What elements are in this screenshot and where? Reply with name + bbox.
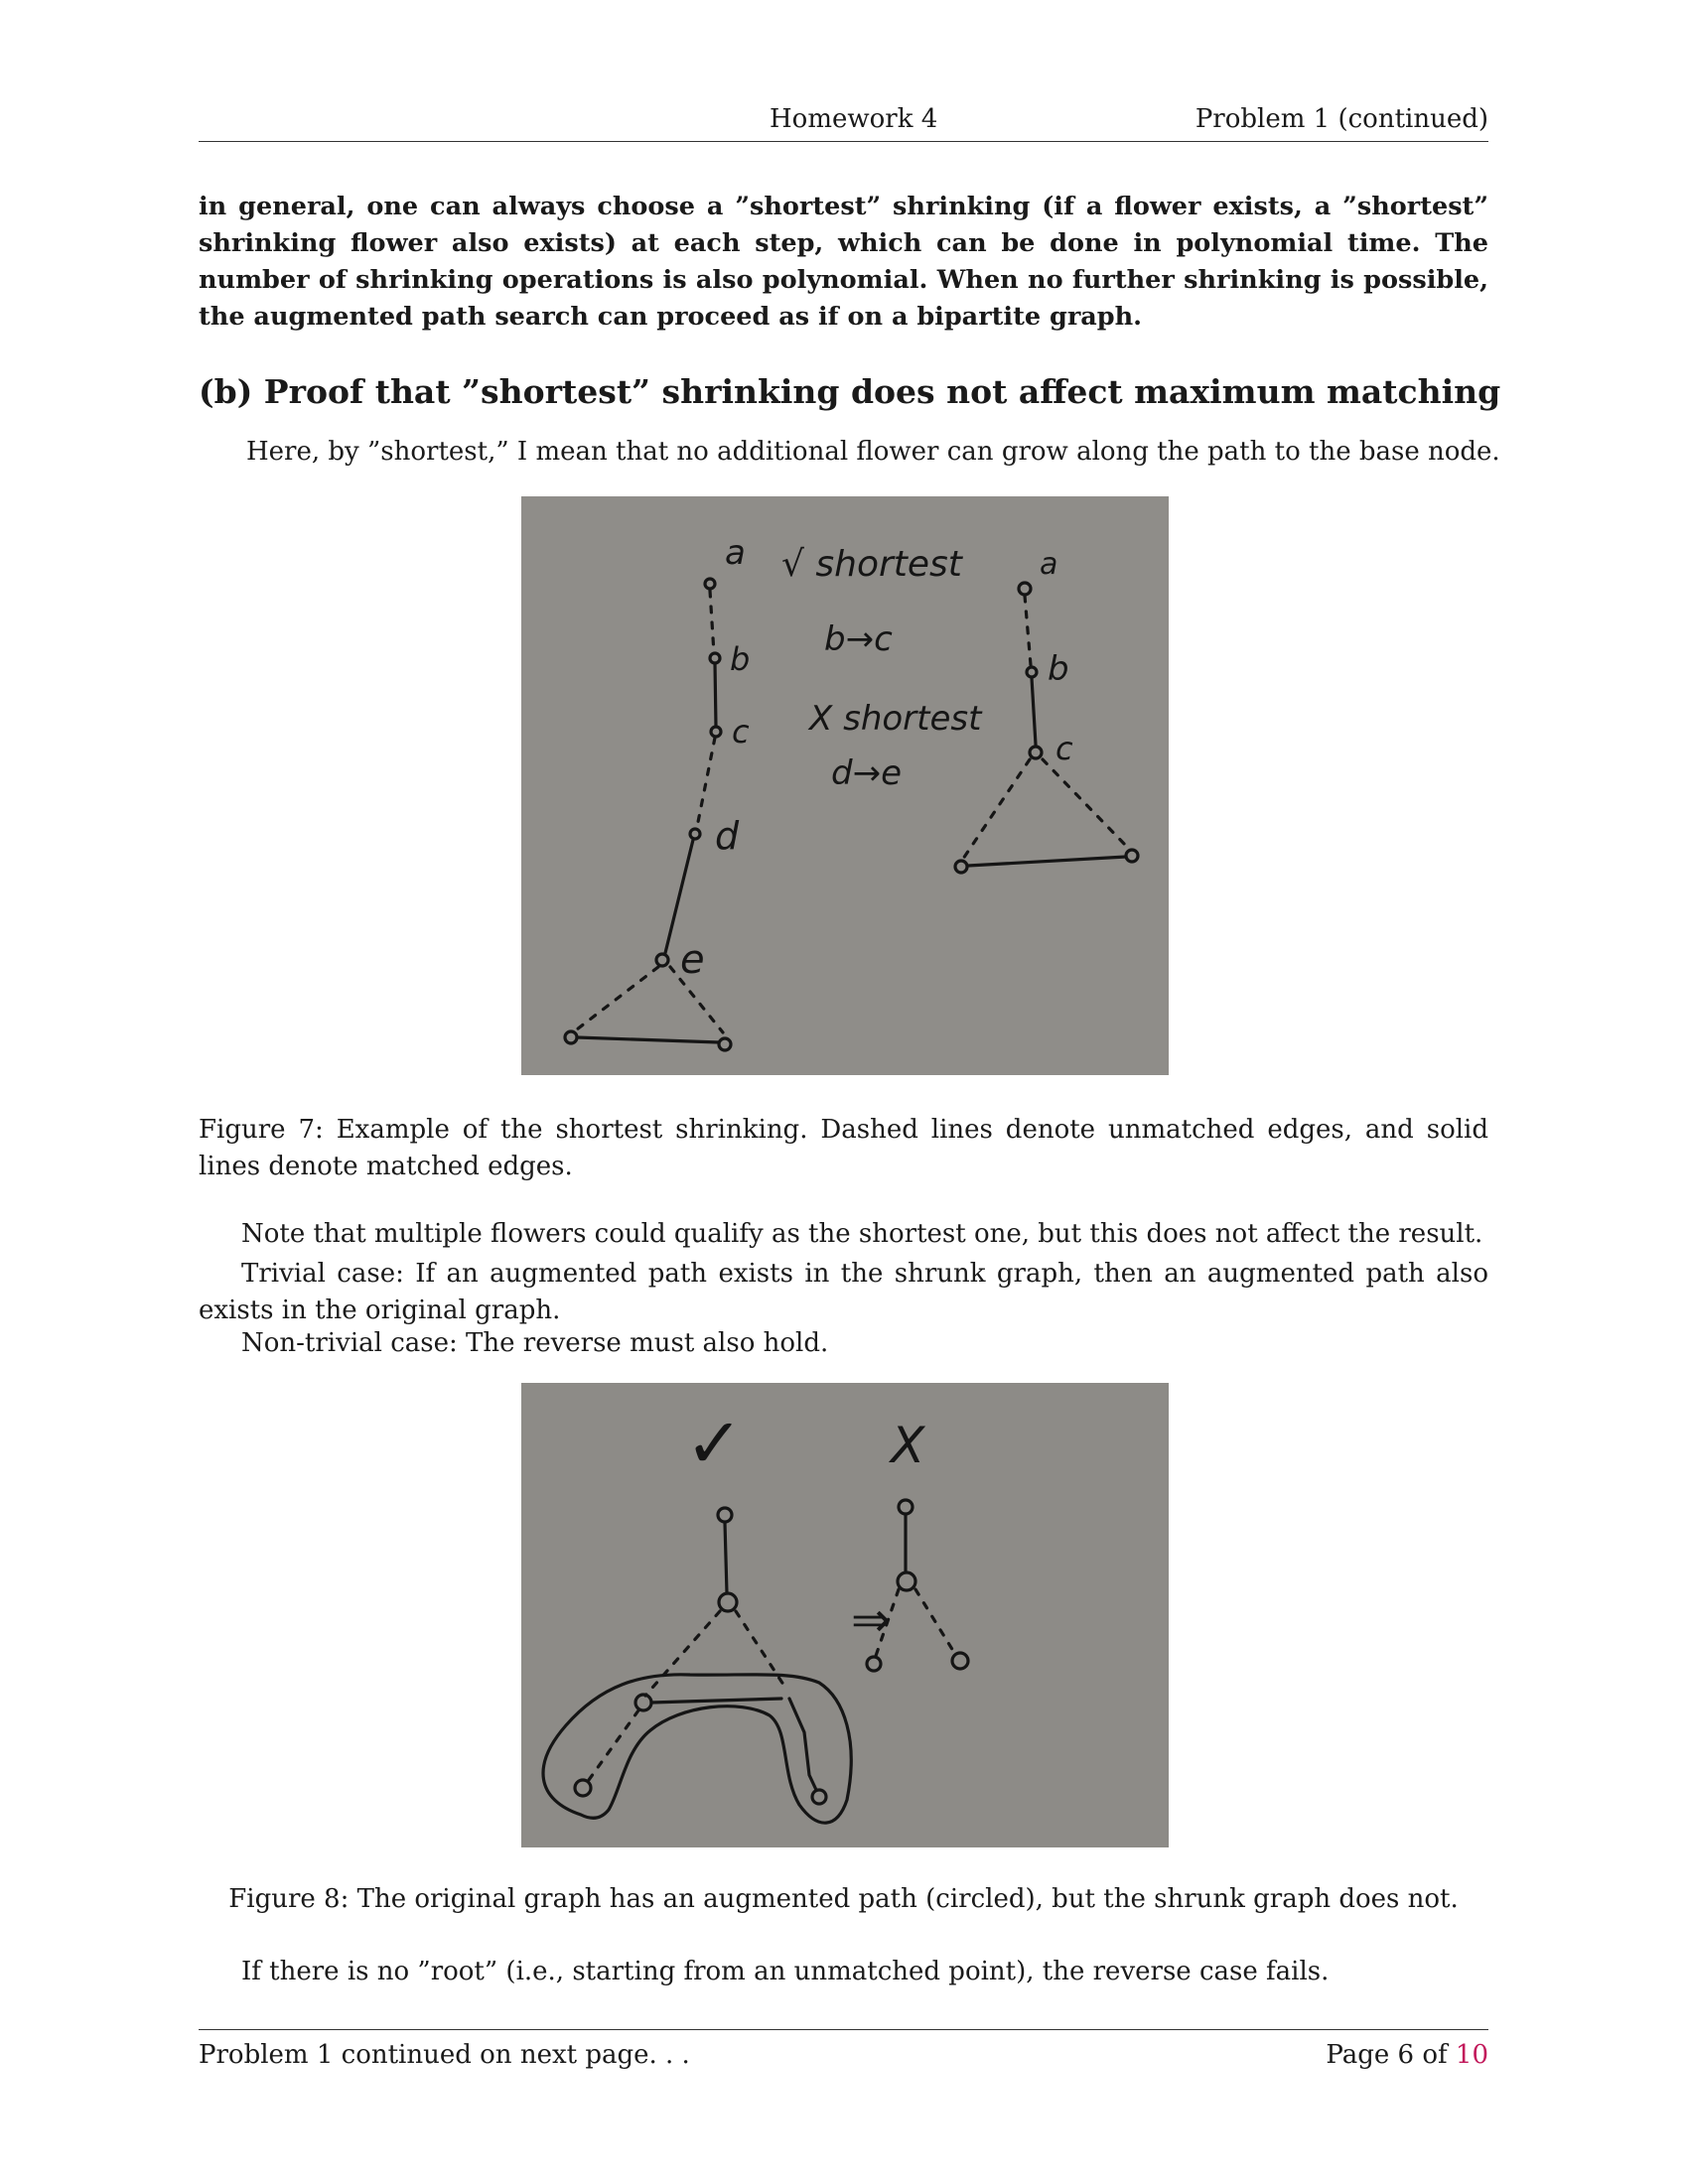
node-top-right-graph [899,1500,913,1514]
paragraph-root: If there is no ”root” (i.e., starting from an unmatched point), the reverse case fails. [241,1957,1330,1986]
label-arrow: ⇒ [851,1592,892,1648]
figure-7-photo [521,496,1169,1075]
header-problem: Problem 1 (continued) [1195,104,1488,134]
paragraph-nontrivial-case: Non-trivial case: The reverse must also hold. [241,1328,829,1358]
node-c-right [1030,747,1042,758]
figure-7-drawing [521,496,1169,1075]
label-check-shortest: √ shortest [781,544,962,585]
label-cross: X [891,1417,925,1474]
label-x-shortest: X shortest [809,699,982,739]
node-c-left [711,727,721,737]
paragraph-note: Note that multiple flowers could qualify as the shortest one, but this does not affect the result. [241,1219,1483,1249]
footer-continued: Problem 1 continued on next page. . . [199,2040,690,2070]
label-d-to-e: d→e [831,753,902,793]
paragraph-trivial-case: Trivial case: If an augmented path exists in the shrunk graph, then an augmented path also exists in the original graph. [199,1259,1488,1325]
node-b-right [1027,667,1037,677]
label-c-left: c [732,713,750,751]
header-rule [199,141,1488,142]
label-c-right: c [1055,730,1073,767]
label-check: ✓ [685,1403,744,1484]
node-shrunk-base [898,1572,915,1590]
node-left-bottom-1 [565,1031,577,1043]
label-a-right: a [1040,547,1058,582]
node-flower-right [812,1790,826,1804]
label-b-to-c: b→c [824,619,893,659]
footer-page-number [1326,2040,1488,2070]
node-right-bottom-1 [955,861,967,873]
node-top-left-graph [718,1508,732,1522]
node-a-left [705,579,715,589]
node-left-bottom-2 [719,1038,731,1050]
node-right-bottom-right [952,1653,968,1669]
node-unmatched-left [575,1780,591,1796]
label-a-left: a [725,533,746,573]
figure-8-caption: Figure 8: The original graph has an augmented path (circled), but the shrunk graph does not. [228,1884,1459,1914]
figure-8-photo [521,1383,1169,1847]
figure-7-caption: Figure 7: Example of the shortest shrinking. Dashed lines denote unmatched edges, and solid lines denote matched edges. [199,1115,1488,1181]
node-right-bottom-2 [1126,850,1138,862]
page-header [199,104,1488,144]
footer-rule [199,2029,1488,2030]
section-intro: Here, by ”shortest,” I mean that no additional flower can grow along the path to the base node. [246,437,1500,467]
section-title: (b) Proof that ”shortest” shrinking does not affect maximum matching [199,372,1501,411]
node-a-right [1019,583,1031,595]
figure-8-drawing [521,1383,1169,1847]
page-total-link[interactable]: 10 [1455,2040,1488,2070]
label-e-left: e [680,937,705,983]
node-flower-left [635,1695,651,1710]
node-e-left [656,954,668,966]
label-d-left: d [715,814,740,858]
label-b-left: b [730,640,751,678]
node-base-left-graph [719,1593,737,1611]
page-prefix: Page 6 of [1326,2040,1448,2070]
header-title: Homework 4 [770,104,938,134]
bold-intro-paragraph: in general, one can always choose a ”shortest” shrinking (if a flower exists, a ”shortest” shrinking flower also exists) at each step, which can be done in polynomial time. The number of shrinking operations is also polynomial. When no further shrinking is possible, the augmented path search can proceed as if on a bipartite graph. [199,192,1488,332]
label-b-right: b [1048,649,1069,689]
node-right-bottom-left [867,1657,881,1671]
node-d-left [690,829,700,839]
